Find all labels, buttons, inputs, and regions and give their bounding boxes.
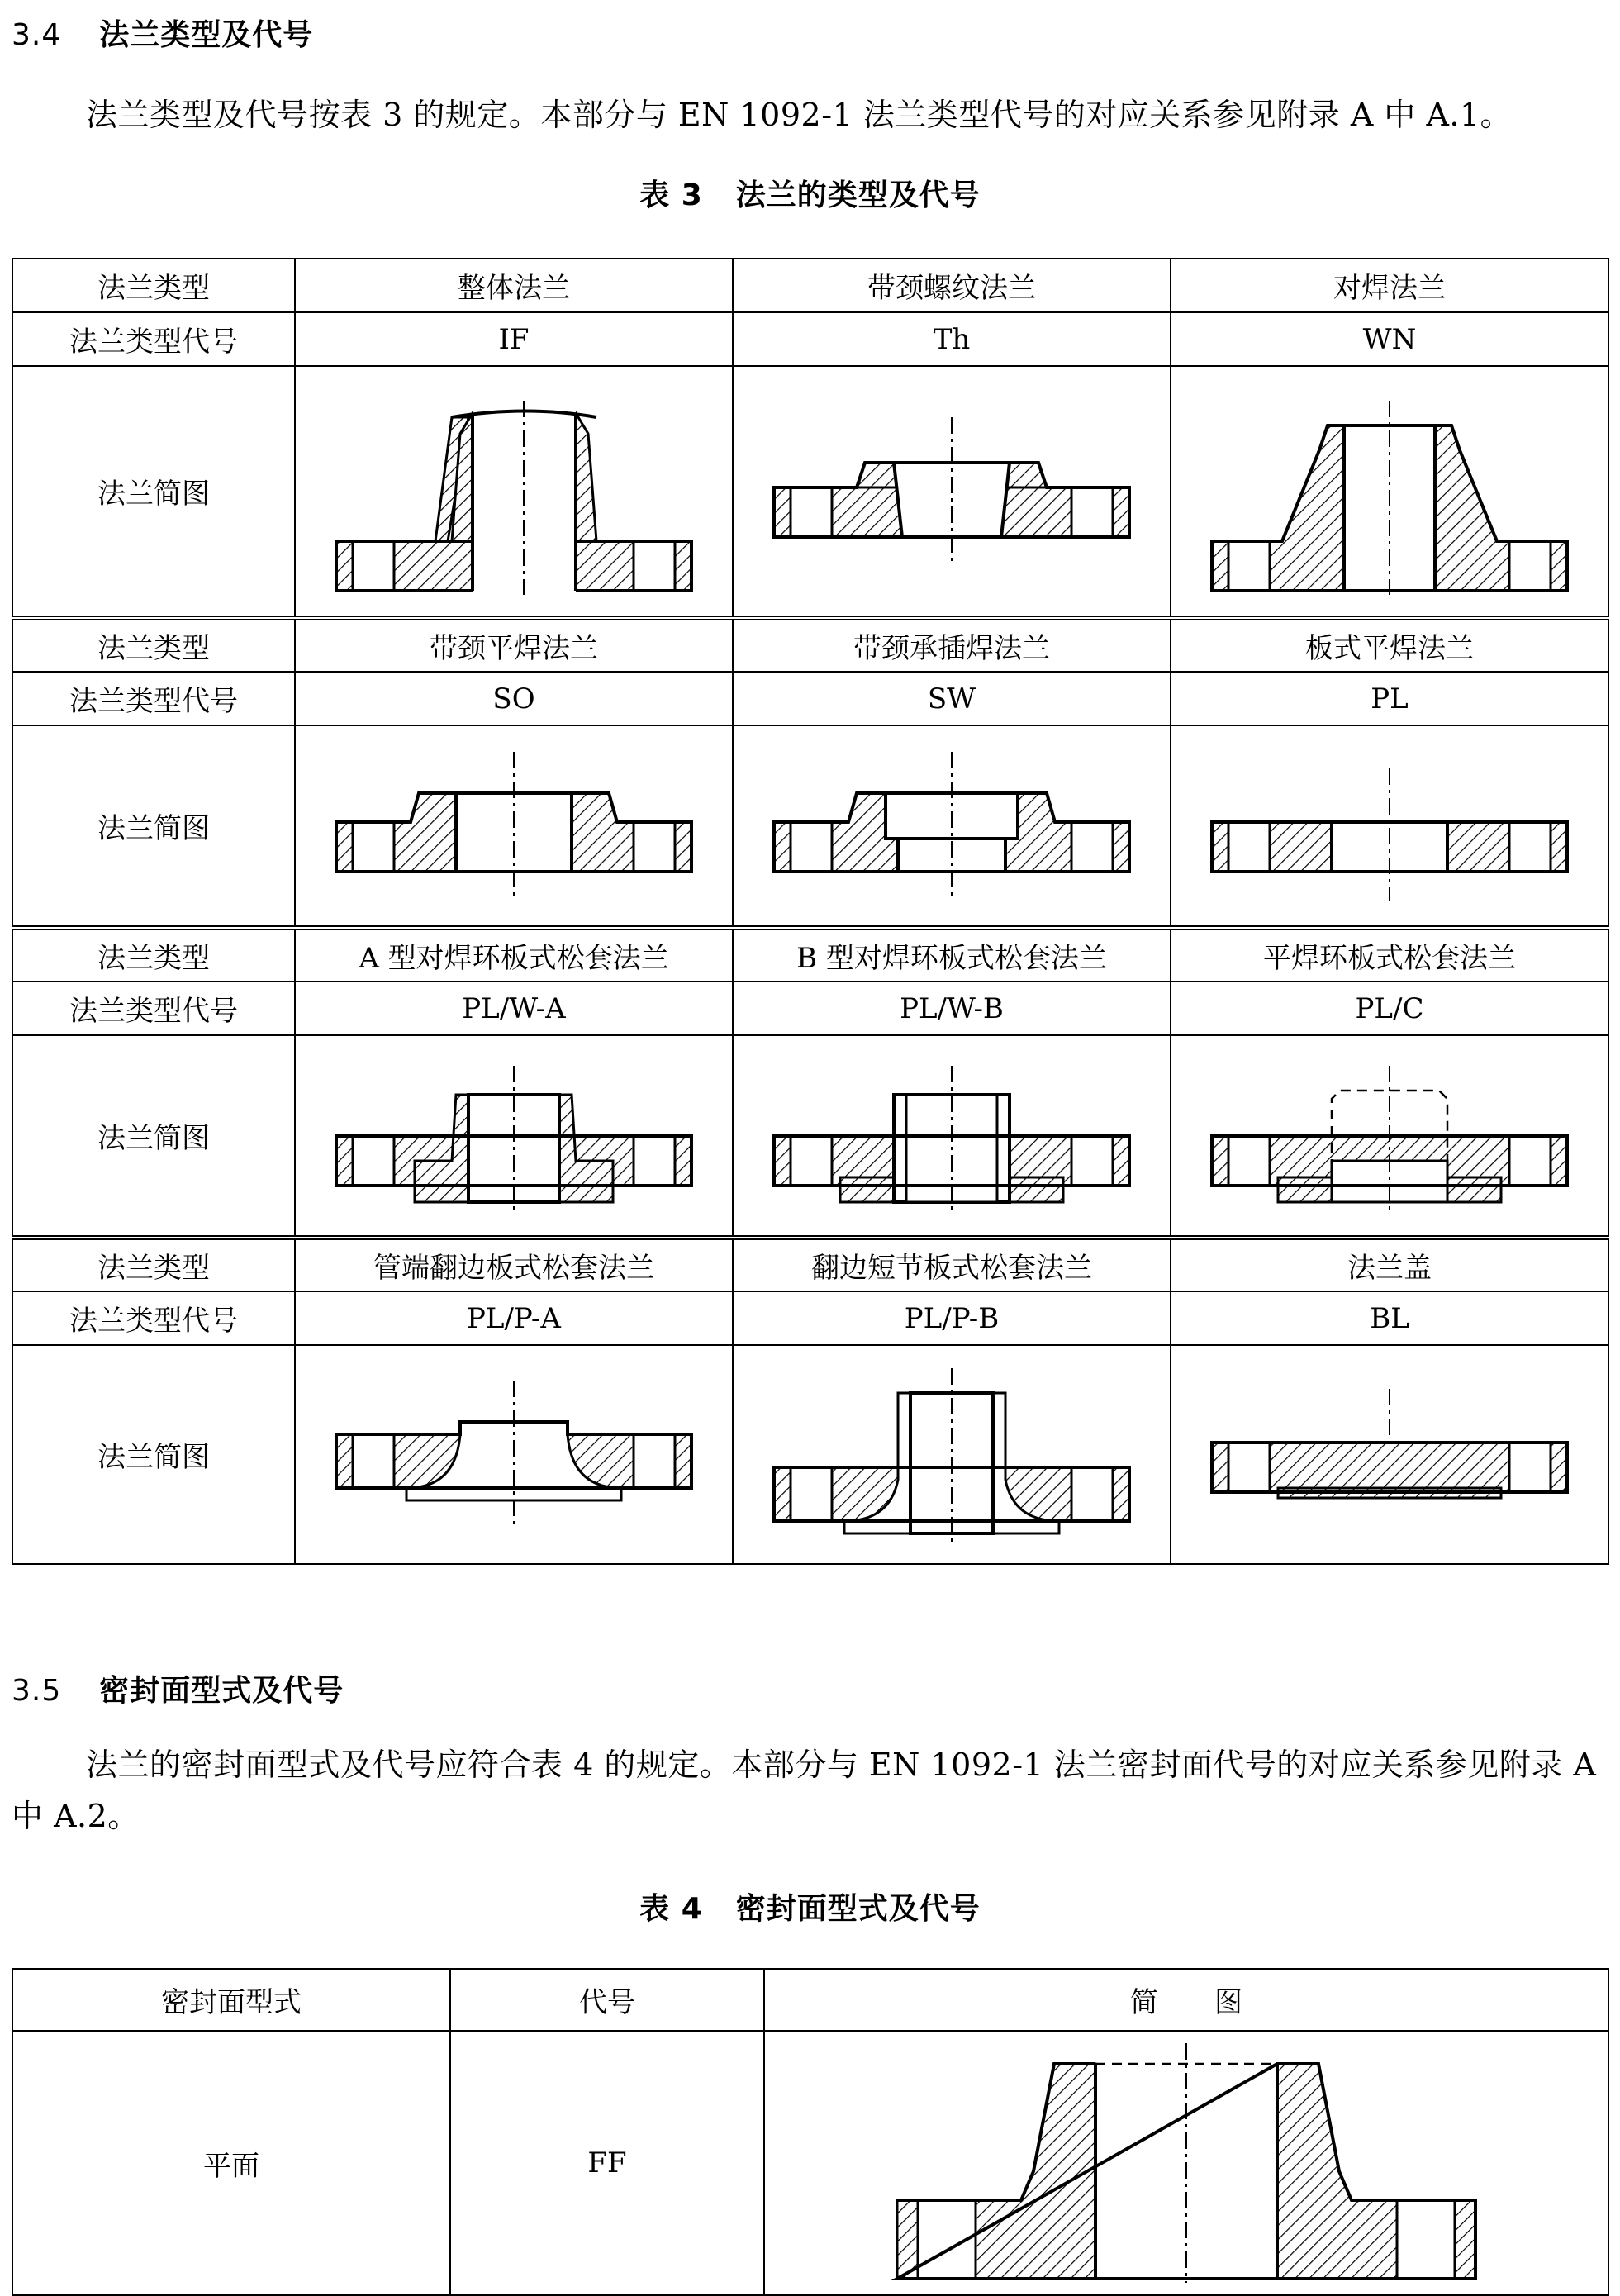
flange-type-cell: 管端翻边板式松套法兰 bbox=[295, 1238, 733, 1291]
flange-type-cell: 对焊法兰 bbox=[1171, 259, 1608, 312]
lap-joint-b-flange-icon bbox=[766, 1045, 1138, 1227]
flange-type-cell: 法兰盖 bbox=[1171, 1238, 1608, 1291]
flange-code-cell: PL/W-A bbox=[295, 982, 733, 1035]
sketch-cell bbox=[733, 725, 1171, 928]
sketch-cell bbox=[733, 1345, 1171, 1564]
section-title: 密封面型式及代号 bbox=[99, 1674, 344, 1708]
flange-code-cell: PL bbox=[1171, 672, 1608, 725]
row-label-sketch: 法兰简图 bbox=[12, 725, 295, 928]
flange-type-cell: 整体法兰 bbox=[295, 259, 733, 312]
flat-face-flange-icon bbox=[889, 2039, 1484, 2287]
table-row bbox=[12, 1238, 1608, 1291]
flange-type-cell: 板式平焊法兰 bbox=[1171, 618, 1608, 672]
table-row bbox=[12, 259, 1608, 312]
flange-type-cell: 带颈螺纹法兰 bbox=[733, 259, 1171, 312]
row-label-type: 法兰类型 bbox=[12, 618, 295, 672]
table-row bbox=[12, 982, 1608, 1035]
flange-type-cell: A 型对焊环板式松套法兰 bbox=[295, 928, 733, 982]
sketch-cell bbox=[764, 2031, 1608, 2295]
table-row bbox=[12, 1035, 1608, 1238]
sketch-cell bbox=[295, 725, 733, 928]
plate-flange-icon bbox=[1204, 744, 1575, 909]
flange-type-cell: 带颈平焊法兰 bbox=[295, 618, 733, 672]
flange-type-cell: B 型对焊环板式松套法兰 bbox=[733, 928, 1171, 982]
flange-type-cell: 带颈承插焊法兰 bbox=[733, 618, 1171, 672]
table-header-row bbox=[12, 1969, 1608, 2031]
table-row bbox=[12, 1291, 1608, 1345]
row-label-type: 法兰类型 bbox=[12, 259, 295, 312]
flange-code-cell: Th bbox=[733, 312, 1171, 366]
row-label-sketch: 法兰简图 bbox=[12, 1345, 295, 1564]
integral-flange-icon bbox=[328, 384, 700, 599]
row-label-sketch: 法兰简图 bbox=[12, 1035, 295, 1238]
section-3-4-paragraph: 法兰类型及代号按表 3 的规定。本部分与 EN 1092-1 法兰类型代号的对应关系参见附录 A 中 A.1。 bbox=[86, 97, 1513, 133]
lap-joint-c-flange-icon bbox=[1204, 1045, 1575, 1227]
section-3-4-heading bbox=[12, 12, 313, 54]
flange-code-cell: BL bbox=[1171, 1291, 1608, 1345]
flange-type-table bbox=[12, 258, 1609, 1565]
section-3-5-heading bbox=[12, 1667, 344, 1709]
sketch-cell bbox=[733, 1035, 1171, 1238]
section-title: 法兰类型及代号 bbox=[99, 18, 314, 52]
flange-code-cell: PL/P-A bbox=[295, 1291, 733, 1345]
table-row bbox=[12, 725, 1608, 928]
sketch-cell bbox=[1171, 725, 1608, 928]
column-header: 密封面型式 bbox=[12, 1969, 450, 2031]
row-label-sketch: 法兰简图 bbox=[12, 366, 295, 618]
section-3-5-paragraph: 法兰的密封面型式及代号应符合表 4 的规定。本部分与 EN 1092-1 法兰密封面代号的对应关系参见附录 A 中 A.2。 bbox=[12, 1747, 1597, 1834]
flange-code-cell: PL/C bbox=[1171, 982, 1608, 1035]
flange-type-cell: 翻边短节板式松套法兰 bbox=[733, 1238, 1171, 1291]
sketch-cell bbox=[1171, 366, 1608, 618]
column-header: 代号 bbox=[450, 1969, 764, 2031]
row-label-code: 法兰类型代号 bbox=[12, 672, 295, 725]
column-header: 简 图 bbox=[764, 1969, 1608, 2031]
lap-joint-a-flange-icon bbox=[328, 1045, 700, 1227]
flared-pipe-flange-icon bbox=[328, 1372, 700, 1538]
table-row bbox=[12, 928, 1608, 982]
sketch-cell bbox=[1171, 1345, 1608, 1564]
sketch-cell bbox=[733, 366, 1171, 618]
blind-flange-icon bbox=[1204, 1372, 1575, 1538]
sealing-face-table bbox=[12, 1968, 1609, 2296]
table-3-title: 法兰的类型及代号 bbox=[735, 178, 981, 212]
table-4-number: 表 4 bbox=[639, 1892, 703, 1926]
weld-neck-flange-icon bbox=[1204, 384, 1575, 599]
section-number: 3.5 bbox=[12, 1674, 62, 1708]
table-row bbox=[12, 618, 1608, 672]
threaded-flange-icon bbox=[766, 409, 1138, 574]
sketch-cell bbox=[295, 366, 733, 618]
slip-on-flange-icon bbox=[328, 744, 700, 909]
flange-type-cell: 平焊环板式松套法兰 bbox=[1171, 928, 1608, 982]
table-row bbox=[12, 312, 1608, 366]
table-3-caption bbox=[0, 172, 1620, 214]
sketch-cell bbox=[295, 1035, 733, 1238]
flange-code-cell: SO bbox=[295, 672, 733, 725]
table-row bbox=[12, 672, 1608, 725]
row-label-code: 法兰类型代号 bbox=[12, 312, 295, 366]
table-4-title: 密封面型式及代号 bbox=[735, 1892, 981, 1926]
flange-code-cell: SW bbox=[733, 672, 1171, 725]
table-row bbox=[12, 366, 1608, 618]
row-label-code: 法兰类型代号 bbox=[12, 982, 295, 1035]
flange-code-cell: WN bbox=[1171, 312, 1608, 366]
section-number: 3.4 bbox=[12, 18, 62, 52]
sketch-cell bbox=[295, 1345, 733, 1564]
table-3-number: 表 3 bbox=[639, 178, 703, 212]
row-label-type: 法兰类型 bbox=[12, 1238, 295, 1291]
sketch-cell bbox=[1171, 1035, 1608, 1238]
table-row bbox=[12, 2031, 1608, 2295]
row-label-type: 法兰类型 bbox=[12, 928, 295, 982]
sealing-form-cell: 平面 bbox=[12, 2031, 450, 2295]
flange-code-cell: PL/W-B bbox=[733, 982, 1171, 1035]
sealing-code-cell: FF bbox=[450, 2031, 764, 2295]
table-row bbox=[12, 1345, 1608, 1564]
socket-weld-flange-icon bbox=[766, 744, 1138, 909]
flange-code-cell: IF bbox=[295, 312, 733, 366]
row-label-code: 法兰类型代号 bbox=[12, 1291, 295, 1345]
table-4-caption bbox=[0, 1885, 1620, 1928]
flared-stub-flange-icon bbox=[766, 1356, 1138, 1554]
flange-code-cell: PL/P-B bbox=[733, 1291, 1171, 1345]
